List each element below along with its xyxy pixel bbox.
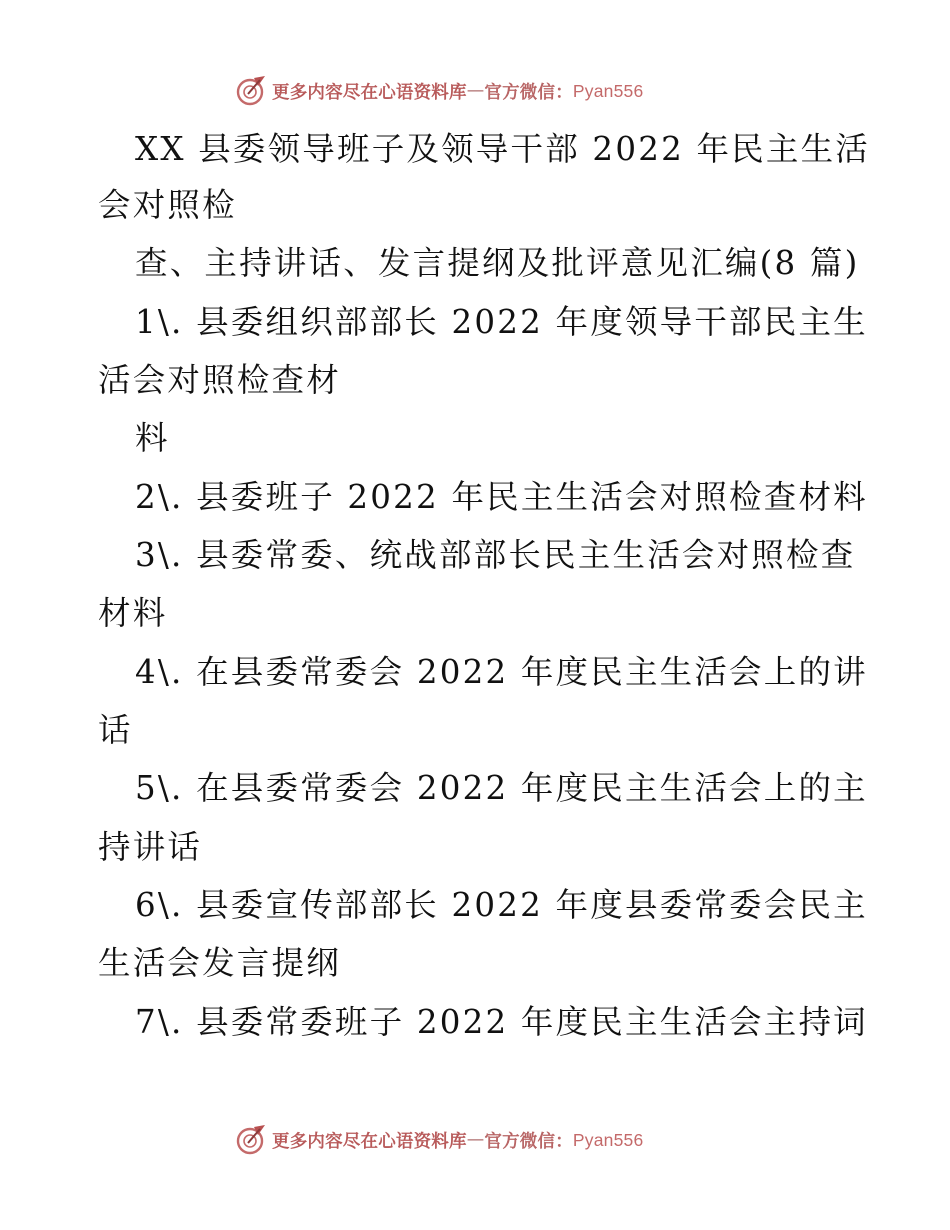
text-line: 7\. 县委常委班子 2022 年度民主生活会主持词	[135, 1003, 868, 1041]
text-line: 生活会发言提纲	[98, 944, 341, 982]
text-line: 料	[135, 419, 170, 457]
footer-watermark	[234, 1122, 643, 1158]
text-line: 1\. 县委组织部部长 2022 年度领导干部民主生	[135, 303, 868, 341]
text-line: 3\. 县委常委、统战部部长民主生活会对照检查	[135, 536, 856, 574]
text-line: 持讲话	[98, 828, 203, 866]
text-line: 5\. 在县委常委会 2022 年度民主生活会上的主	[135, 769, 868, 807]
text-line: XX 县委领导班子及领导干部 2022 年民主生活	[135, 130, 870, 168]
watermark-wechat-id: Pyan556	[572, 80, 644, 101]
text-line: 活会对照检查材	[98, 361, 341, 399]
watermark-dash: —	[466, 1130, 485, 1150]
quill-logo-icon	[234, 1123, 268, 1157]
text-line: 会对照检	[98, 186, 237, 224]
watermark-wechat-id: Pyan556	[572, 1129, 644, 1150]
text-line: 话	[98, 711, 133, 749]
watermark-main-text: 更多内容尽在心语资料库	[272, 82, 467, 103]
text-line: 材料	[98, 594, 168, 632]
watermark-sub-text: 官方微信：	[484, 1131, 573, 1152]
header-watermark	[234, 73, 643, 109]
text-line: 4\. 在县委常委会 2022 年度民主生活会上的讲	[135, 653, 868, 691]
text-line: 6\. 县委宣传部部长 2022 年度县委常委会民主	[135, 886, 868, 924]
text-line: 2\. 县委班子 2022 年民主生活会对照检查材料	[135, 478, 868, 516]
watermark-main-text: 更多内容尽在心语资料库	[272, 1131, 467, 1152]
quill-logo-icon	[234, 74, 268, 108]
watermark-sub-text: 官方微信：	[484, 82, 573, 103]
watermark-dash: —	[466, 81, 485, 101]
text-line: 查、主持讲话、发言提纲及批评意见汇编(8 篇)	[135, 244, 860, 282]
